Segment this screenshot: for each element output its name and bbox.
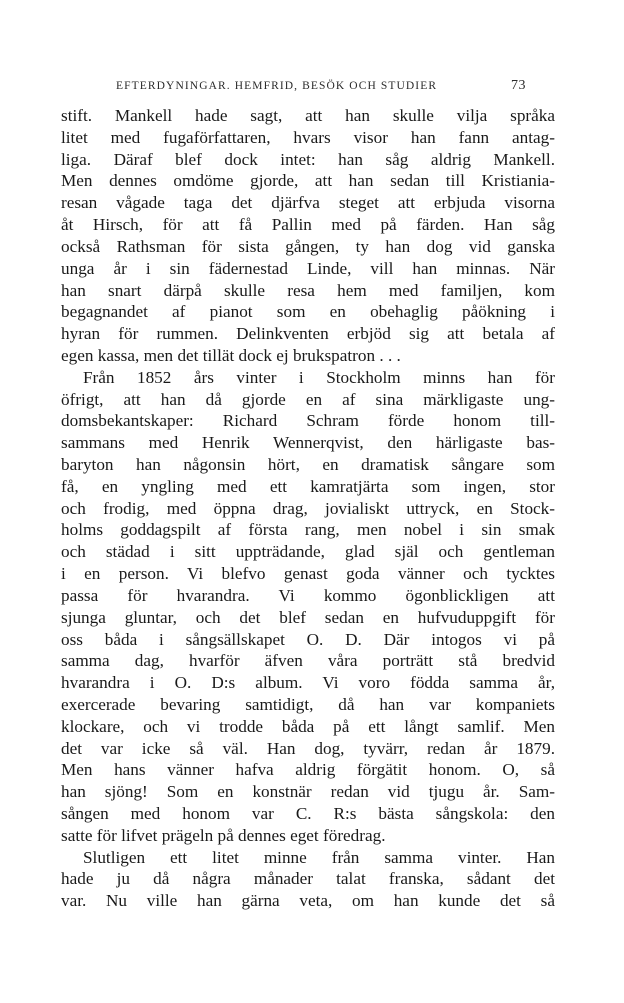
text-line: sången med honom var C. R:s bästa sångskola: den xyxy=(61,804,555,823)
text-line: Från 1852 års vinter i Stockholm minns han för xyxy=(83,367,555,387)
text-line: stift. Mankell hade sagt, att han skulle vilja språka xyxy=(61,106,555,125)
text-line: oss båda i sångsällskapet O. D. Där intogos vi på xyxy=(61,629,555,649)
text-line: samma dag, hvarför äfven våra porträtt stå bredvid xyxy=(61,651,555,671)
text-line: domsbekantskaper: Richard Schram förde honom till- xyxy=(61,411,555,431)
text-line: i en person. Vi blefvo genast goda vänner och tycktes xyxy=(61,564,555,584)
text-line: sjunga gluntar, och det blef sedan en hufvuduppgift för xyxy=(61,607,555,627)
text-line: det var icke så väl. Han dog, tyvärr, redan år 1879. xyxy=(61,738,555,758)
text-line: egen kassa, men det tillät dock ej brukspatron . . . xyxy=(61,345,401,365)
text-line: Men dennes omdöme gjorde, att han sedan till Kristiania- xyxy=(61,171,555,191)
text-line: sammans med Henrik Wennerqvist, den härligaste bas- xyxy=(61,433,555,453)
text-line: han snart därpå skulle resa hem med familjen, kom xyxy=(61,280,555,300)
text-line: klockare, och vi trodde båda på ett långt samlif. Men xyxy=(61,716,555,736)
text-line: han sjöng! Som en konstnär redan vid tjugu år. Sam- xyxy=(61,782,555,802)
text-line: och städad i sitt uppträdande, glad själ och gentleman xyxy=(61,542,555,562)
text-line: resan vågade taga det djärfva steget att erbjuda visorna xyxy=(61,193,555,213)
text-line: hade ju då några månader talat franska, sådant det xyxy=(61,869,555,889)
text-line: få, en yngling med ett kamratjärta som ingen, stor xyxy=(61,476,555,496)
text-line: hyran för rummen. Delinkventen erbjöd sig att betala af xyxy=(61,324,555,344)
text-line: Slutligen ett litet minne från samma vinter. Han xyxy=(83,847,555,867)
text-line: öfrigt, att han då gjorde en af sina märkligaste ung- xyxy=(61,389,555,409)
text-line: satte för lifvet prägeln på dennes eget föredrag. xyxy=(61,825,386,845)
text-line: passa för hvarandra. Vi kommo ögonblickligen att xyxy=(61,585,555,605)
text-line: åt Hirsch, för att få Pallin med på färden. Han såg xyxy=(61,215,555,235)
text-line: också Rathsman för sista gången, ty han dog vid ganska xyxy=(61,236,555,256)
running-header-title: EFTERDYNINGAR. HEMFRID, BESÖK OCH STUDIER xyxy=(116,80,438,92)
text-line: exercerade bevaring samtidigt, då han var kompaniets xyxy=(61,694,555,714)
text-line: liga. Däraf blef dock intet: han såg aldrig Mankell. xyxy=(61,149,555,169)
text-line: litet med fugaförfattaren, hvars visor han fann antag- xyxy=(61,127,555,147)
text-line: baryton han någonsin hört, en dramatisk sångare som xyxy=(61,455,555,474)
text-line: holms goddagspilt af första rang, men nobel i sin smak xyxy=(61,520,555,540)
text-line: och frodig, med öppna drag, jovialiskt uttryck, en Stock- xyxy=(61,498,555,518)
running-header xyxy=(116,80,526,96)
text-line: var. Nu ville han gärna veta, om han kunde det så xyxy=(61,891,555,911)
text-line: Men hans vänner hafva aldrig förgätit honom. O, så xyxy=(61,760,555,780)
text-line: begagnandet af pianot som en obehaglig påökning i xyxy=(61,302,555,322)
text-line: hvarandra i O. D:s album. Vi voro födda samma år, xyxy=(61,673,555,693)
body-text xyxy=(61,105,555,912)
page-number: 73 xyxy=(511,78,526,93)
text-line: unga år i sin fädernestad Linde, vill han minnas. När xyxy=(61,258,555,278)
